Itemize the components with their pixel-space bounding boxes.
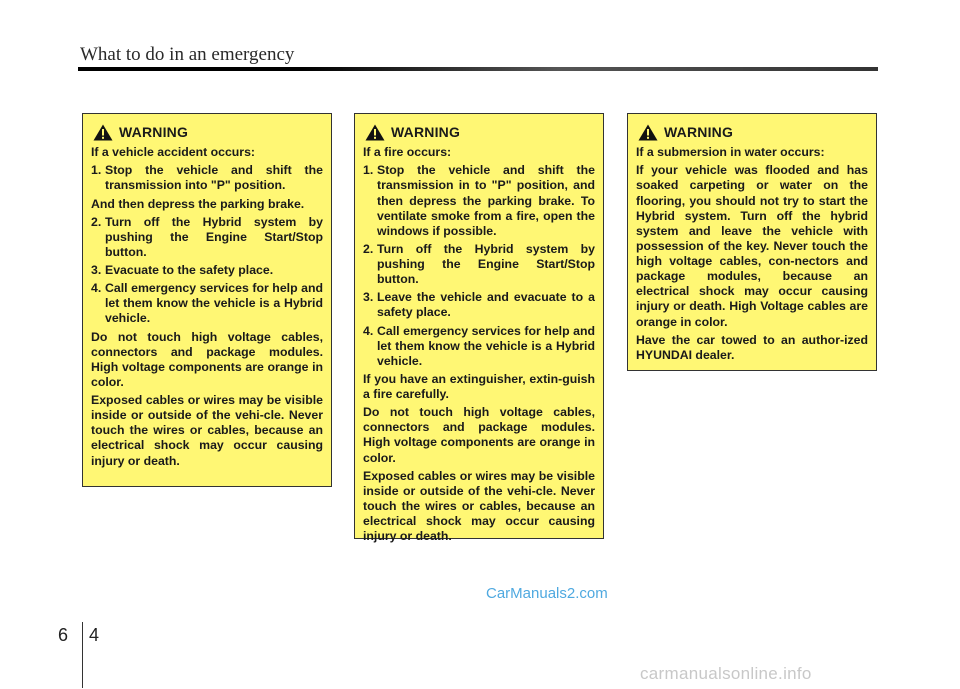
warning-triangle-icon [365,124,385,141]
list-item [363,163,595,239]
step-number: 2. [363,241,374,256]
warning-paragraph: Do not touch high voltage cables, connectors and package modules. High voltage components are orange in color. [91,329,323,389]
warning-paragraph: Exposed cables or wires may be visible inside or outside of the vehi-cle. Never touch the wires or cables, because an electrical shock may occur causing injury or death. [91,393,323,468]
warning-condition: If a submersion in water occurs: [636,145,825,160]
list-item [91,281,323,326]
warning-box-fire [354,113,604,544]
step-number: 4. [363,323,374,338]
chapter-number: 6 [58,625,69,645]
warning-paragraph: Exposed cables or wires may be visible inside or outside of the vehi-cle. Never touch the wires or cables, because an electrical shock may occur causing injury or death. [363,468,595,544]
step-number: 1. [91,163,102,178]
step-continuation: And then depress the parking brake. [91,196,305,211]
warning-condition: If a vehicle accident occurs: [91,145,256,160]
step-text: Stop the vehicle and shift the transmission in to "P" position, and then depress the parking brake. To ventilate smoke from a fire, open the windows if possible. [377,163,595,238]
step-text: Call emergency services for help and let them know the vehicle is a Hybrid vehicle. [377,323,595,368]
step-text: Leave the vehicle and evacuate to a safety place. [377,290,595,320]
list-item [363,242,595,287]
warning-steps [91,163,323,326]
warning-header [638,124,868,141]
warning-header [365,124,595,141]
step-number: 4. [91,281,102,296]
warning-title: WARNING [119,124,189,140]
header-rule [78,67,878,71]
step-text: Stop the vehicle and shift the transmission into "P" position. [105,163,323,193]
list-item [91,163,323,193]
step-text: Turn off the Hybrid system by pushing the Engine Start/Stop button. [105,214,323,259]
step-text: Call emergency services for help and let them know the vehicle is a Hybrid vehicle. [105,281,323,326]
step-text: Evacuate to the safety place. [105,263,274,278]
warning-paragraph: If you have an extinguisher, extin-guish a fire carefully. [363,371,595,402]
step-number: 2. [91,214,102,229]
list-item [91,215,323,260]
list-item [363,324,595,369]
page-number: 4 [89,625,100,645]
page-number-divider [82,622,83,688]
warning-triangle-icon [638,124,658,141]
warning-triangle-icon [93,124,113,141]
warning-paragraph: If your vehicle was flooded and has soaked carpeting or water on the flooring, you should not try to start the Hybrid system. Turn off the hybrid system and leave the vehicle with possession of the key. Never touch the high voltage cables, con-nectors and package modules, because an electrical shock may occur causing injury or death. High Voltage cables are orange in color. [636,163,868,329]
warning-condition: If a fire occurs: [363,145,452,160]
warning-title: WARNING [664,124,734,140]
warning-header [93,124,323,141]
warning-title: WARNING [391,124,461,140]
watermark-link[interactable]: CarManuals2.com [486,585,608,602]
warning-box-submersion [627,113,877,371]
warning-steps [363,163,595,369]
step-text: Turn off the Hybrid system by pushing the Engine Start/Stop button. [377,241,595,287]
step-number: 1. [363,163,374,178]
site-watermark: carmanualsonline.info [640,664,812,683]
page-title: What to do in an emergency [80,44,295,65]
list-item [363,290,595,320]
warning-paragraph: Have the car towed to an author-ized HYUNDAI dealer. [636,332,868,362]
step-number: 3. [91,263,102,278]
step-number: 3. [363,290,374,305]
warning-paragraph: Do not touch high voltage cables, connectors and package modules. High voltage components are orange in color. [363,405,595,465]
warning-box-accident [82,113,332,487]
list-item [91,263,323,278]
